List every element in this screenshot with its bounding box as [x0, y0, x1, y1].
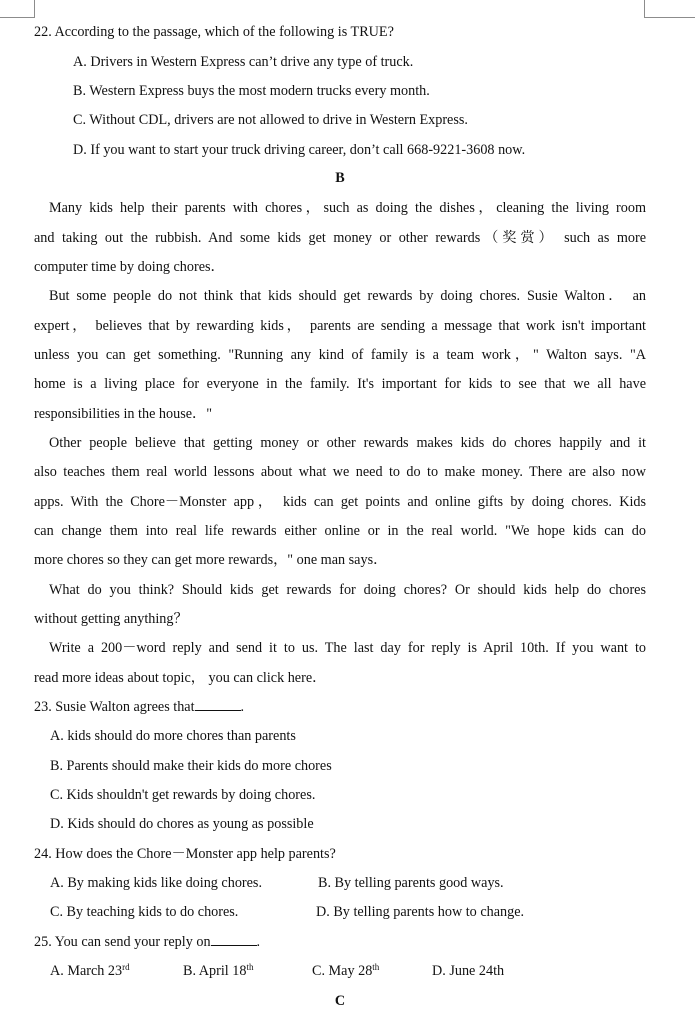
- passage-line: responsibilities in the house．": [34, 406, 212, 422]
- passage-line: home is a living place for everyone in the family. It's important for kids to see that we all have: [34, 376, 646, 392]
- q25-option-b: [183, 961, 253, 981]
- q25-question-end: .: [256, 934, 261, 950]
- passage-line: computer time by doing chores．: [34, 259, 225, 275]
- passage-line: apps. With the Chore－Monster app， kids can get points and online gifts by doing chores. Kids: [34, 494, 646, 510]
- passage-line: more chores so they can get more rewards，" one man says．: [34, 552, 388, 568]
- q24-option-b: B. By telling parents good ways.: [318, 875, 504, 891]
- q23-option-b: B. Parents should make their kids do more chores: [50, 758, 332, 774]
- q25-option-d: D. June 24th: [432, 963, 505, 979]
- passage-line: Write a 200－word reply and send it to us. The last day for reply is April 10th. If you want to: [49, 640, 646, 656]
- q22-option-d: D. If you want to start your truck driving career, don’t call 668-9221-3608 now.: [73, 142, 526, 158]
- q25-question: [34, 932, 646, 952]
- q25-option-c-text: C. May 28: [312, 963, 373, 979]
- q23-option-d: D. Kids should do chores as young as possible: [50, 816, 314, 832]
- passage-line: What do you think? Should kids get rewards for doing chores? Or should kids help do chores: [49, 582, 646, 598]
- q23-question: [34, 697, 646, 717]
- q24-option-d: D. By telling parents how to change.: [316, 904, 525, 920]
- q25-option-c: [312, 961, 379, 981]
- q25-option-a-suffix: rd: [122, 962, 130, 972]
- passage-line: unless you can get something. "Running any kind of family is a team work，" Walton says. "A: [34, 347, 646, 363]
- q25-question-text: 25. You can send your reply on: [34, 934, 211, 950]
- answer-blank: [211, 932, 257, 946]
- passage-line: and taking out the rubbish. And some kids get money or other rewards（奖赏） such as more: [34, 230, 646, 246]
- answer-blank: [195, 697, 241, 711]
- passage-line: expert， believes that by rewarding kids， parents are sending a message that work isn't important: [34, 318, 646, 334]
- section-b-heading: B: [335, 170, 345, 186]
- section-c-heading: C: [334, 993, 346, 1009]
- q22-question: 22. According to the passage, which of the following is TRUE?: [34, 24, 394, 40]
- q24-question: 24. How does the Chore－Monster app help parents?: [34, 846, 336, 862]
- q25-option-b-suffix: th: [246, 962, 254, 972]
- passage-line: can change them into real life rewards either online or in the real world. "We hope kids can do: [34, 523, 646, 539]
- q23-option-a: A. kids should do more chores than parents: [50, 728, 296, 744]
- q23-option-c: C. Kids shouldn't get rewards by doing chores.: [50, 787, 316, 803]
- q22-option-c: C. Without CDL, drivers are not allowed to drive in Western Express.: [73, 112, 468, 128]
- q25-option-a: [50, 961, 130, 981]
- passage-line: also teaches them real world lessons about what we need to do to make money. There are also now: [34, 464, 646, 480]
- passage-line: read more ideas about topic， you can click here．: [34, 670, 327, 686]
- passage-line: without getting anything？: [34, 611, 188, 627]
- q25-option-a-text: A. March 23: [50, 963, 123, 979]
- passage-line: But some people do not think that kids should get rewards by doing chores. Susie Walton． an: [49, 288, 646, 304]
- passage-line: Other people believe that getting money or other rewards makes kids do chores happily and it: [49, 435, 646, 451]
- q24-option-a: A. By making kids like doing chores.: [50, 875, 263, 891]
- q22-option-b: B. Western Express buys the most modern trucks every month.: [73, 83, 430, 99]
- margin-corner-mark-left: [0, 0, 35, 18]
- margin-corner-mark-right: [644, 0, 695, 18]
- passage-line: Many kids help their parents with chores，such as doing the dishes，cleaning the living room: [49, 200, 646, 216]
- q25-option-b-text: B. April 18: [183, 963, 247, 979]
- q24-option-c: C. By teaching kids to do chores.: [50, 904, 239, 920]
- q23-question-end: .: [240, 699, 245, 715]
- q25-option-c-suffix: th: [372, 962, 380, 972]
- q22-option-a: A. Drivers in Western Express can’t drive any type of truck.: [73, 54, 414, 70]
- q23-question-text: 23. Susie Walton agrees that: [34, 699, 195, 715]
